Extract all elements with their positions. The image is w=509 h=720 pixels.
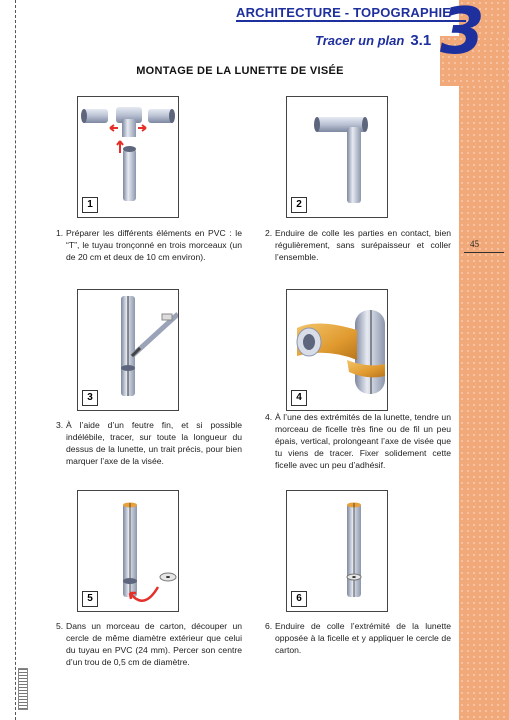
step-label: 3. [56,420,64,430]
page-title: MONTAGE DE LA LUNETTE DE VISÉE [136,65,344,77]
illustration-panel-2 [286,96,388,218]
step-text: Préparer les différents éléments en PVC : le “T”, le tuyau tronçonné en trois morceaux (un de 20 cm et deux de 10 cm environ). [66,228,242,262]
page-number: 45 [470,239,479,249]
step-caption-5 [56,620,242,672]
step-number-badge: 1 [82,197,98,213]
step-label: 4. [265,412,273,422]
binding-margin-line [15,0,16,720]
step-text: À l’une des extrémités de la lunette, tendre un morceau de ficelle très fine ou de fil un peu épais, vertical, prolongeant l’axe de visée que tu viens de tracer. Fixer solidement cette ficelle avec un peu d’adhésif. [275,412,451,470]
step-text: Enduire de colle les parties en contact, bien régulièrement, sans surépaisseur et coller l’ensemble. [275,228,451,262]
page-number-rule [464,252,504,253]
step-caption-6 [265,620,451,660]
step-label: 5. [56,621,64,631]
illustration-panel-3 [77,289,179,411]
section-title: ARCHITECTURE - TOPOGRAPHIE [236,5,452,20]
illustration-panel-6 [286,490,388,612]
illustration-panel-1 [77,96,179,218]
header-rule [236,20,466,22]
step-number-badge: 4 [291,390,307,406]
step-label: 6. [265,621,273,631]
subtitle-text: Tracer un plan [315,33,405,48]
step-number-badge: 5 [82,591,98,607]
step-caption-1 [56,227,242,267]
step-number-badge: 6 [291,591,307,607]
print-marker [18,668,28,710]
chapter-number: 3 [440,0,485,69]
step-text: Dans un morceau de carton, découper un cercle de même diamètre extérieur que celui du tuyau en PVC (24 mm). Percer son centre d’un trou de 0,5 cm de diamètre. [66,621,242,667]
illustration-panel-4 [286,289,388,411]
side-color-band [459,0,509,720]
step-label: 1. [56,228,64,238]
subtitle-number: 3.1 [410,32,432,49]
step-text: Enduire de colle l’extrémité de la lunette opposée à la ficelle et y appliquer le cercle de carton. [275,621,451,655]
step-caption-2 [265,227,451,267]
section-subtitle [315,32,431,49]
step-number-badge: 3 [82,390,98,406]
step-text: À l’aide d’un feutre fin, et si possible indélébile, tracer, sur toute la longueur du dessus de la lunette, un trait précis, pour bien marquer l’axe de la visée. [66,420,242,466]
step-label: 2. [265,228,273,238]
step-caption-3 [56,419,242,471]
step-caption-4 [265,411,451,475]
step-number-badge: 2 [291,197,307,213]
illustration-panel-5 [77,490,179,612]
